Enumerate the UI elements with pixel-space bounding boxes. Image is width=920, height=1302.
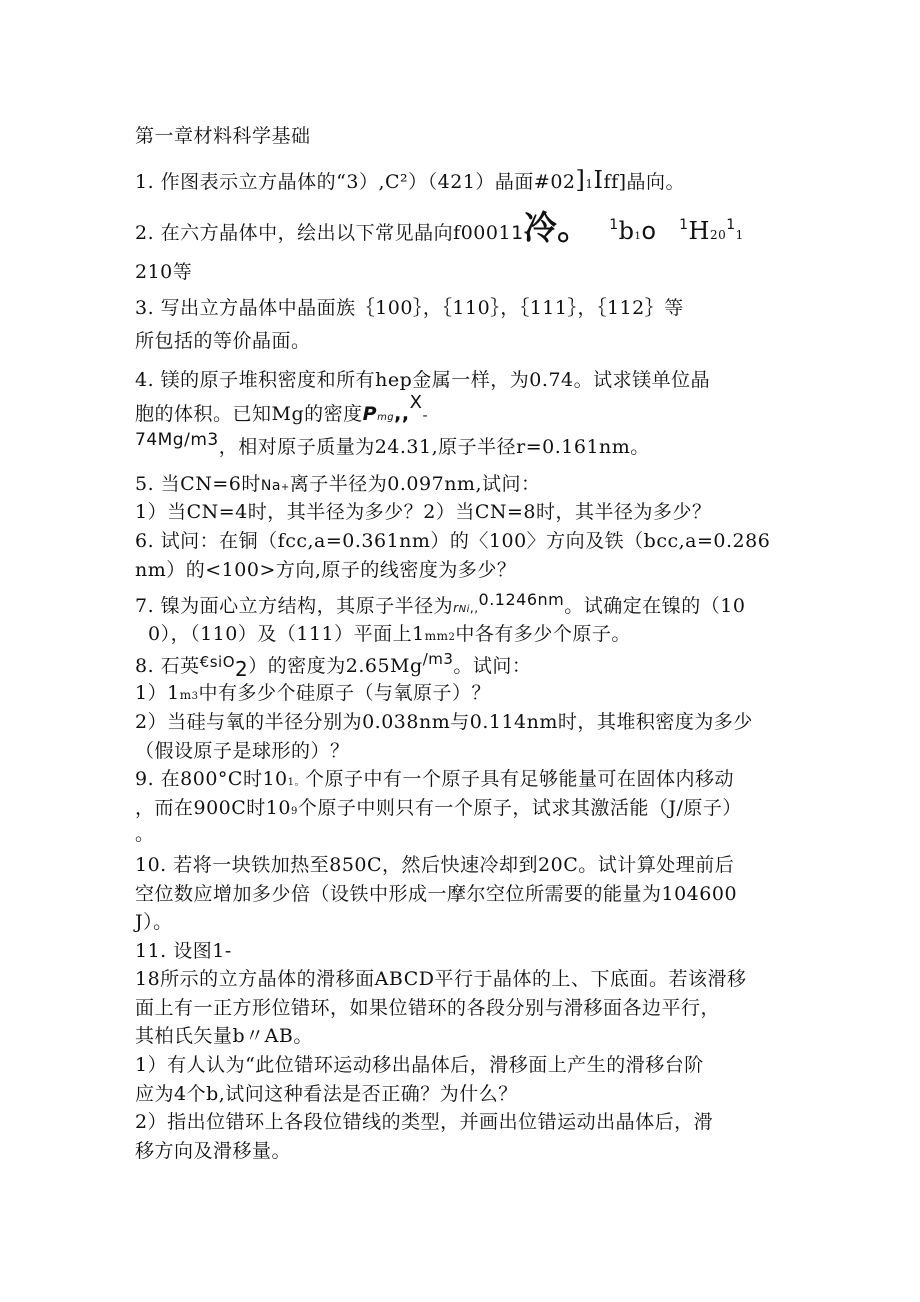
q9-exp: 1 bbox=[287, 777, 295, 788]
q4-rest: ，相对原子质量为24.31,原子半径r=0.161nm。 bbox=[218, 436, 650, 458]
q8-text-2: 1）1 bbox=[135, 682, 180, 704]
q4-x: X bbox=[409, 392, 423, 413]
q1-end: 晶向。 bbox=[626, 171, 686, 193]
q3-line-1: 3. 写出立方晶体中晶面族｛100｝，｛110｝，｛111｝，｛112｝等 bbox=[135, 297, 684, 319]
q1-bracket: ] bbox=[575, 166, 586, 194]
q7-text: 7. 镍为面心立方结构，其原子半径为 bbox=[135, 595, 454, 617]
q1-text: 1. 作图表示立方晶体的“3）,C²）（421）晶面#02 bbox=[135, 171, 576, 193]
q6-line-1: 6. 试问：在铜（fcc,a=0.361nm）的〈100〉方向及铁（bcc,a=0.286 bbox=[135, 530, 771, 552]
q9-dot: 。 bbox=[294, 777, 306, 788]
q5-line-2: 1）当CN=4时，其半径为多少？2）当CN=8时，其半径为多少？ bbox=[135, 501, 712, 523]
q4-line-1: 4. 镁的原子堆积密度和所有hep金属一样，为0.74。试求镁单位晶 bbox=[135, 369, 711, 391]
q11-line-2: 18所示的立方晶体的滑移面ABCD平行于晶体的上、下底面。若该滑移 bbox=[135, 968, 747, 990]
q9-text-2: ，而在900C时10 bbox=[135, 797, 291, 819]
q8-m: m bbox=[179, 688, 192, 702]
q11-line-5: 1）有人认为“此位错环运动移出晶体后，滑移面上产生的滑移台阶 bbox=[135, 1054, 704, 1076]
q2-glyph-leng: 冷 bbox=[523, 208, 558, 247]
q11-line-4: 其柏氏矢量b〃AB。 bbox=[135, 1025, 313, 1047]
q5-na: Na bbox=[260, 478, 281, 494]
q10-line-2: 空位数应增加多少倍（设铁中形成一摩尔空位所需要的能量为104600 bbox=[135, 883, 738, 905]
q8-line-4: （假设原子是球形的）？ bbox=[135, 740, 350, 762]
q8-m-exp: 3 bbox=[191, 691, 199, 702]
q4-line-3 bbox=[135, 430, 650, 462]
q7-rest: 。试确定在镍的（10 bbox=[564, 595, 746, 617]
q6-line-2: nm）的<100>方向,原子的线密度为多少？ bbox=[135, 559, 517, 581]
q8-density: ）的密度为2.65Mg bbox=[248, 655, 423, 677]
q11-line-3: 面上有一正方形位错环，如果位错环的各段分别与滑移面各边平行， bbox=[135, 997, 721, 1019]
q1-sub: 1 bbox=[585, 177, 594, 191]
q7-r: r bbox=[453, 601, 459, 615]
q5-text: 5. 当CN=6时 bbox=[135, 473, 261, 495]
q2-one: 1 bbox=[511, 222, 524, 244]
q9-line-3: 。 bbox=[135, 823, 155, 845]
chapter-heading: 第一章材料科学基础 bbox=[135, 125, 311, 147]
q8-line-3: 2）当硅与氧的半径分别为0.038nm与0.114nm时，其堆积密度为多少 bbox=[135, 711, 753, 733]
q1-glyph: I bbox=[593, 166, 604, 194]
q11-line-7: 2）指出位错环上各段位错线的类型，并画出位错运动出晶体后，滑 bbox=[135, 1111, 714, 1133]
q10-line-1: 10. 若将一块铁加热至850C，然后快速冷却到20C。试计算处理前后 bbox=[135, 854, 735, 876]
q8-line-2 bbox=[135, 679, 491, 711]
q8-text: 8. 石英 bbox=[135, 655, 200, 677]
q2-h-sub: 20 bbox=[709, 228, 727, 242]
q2-text: 2. 在六方晶体中，绘出以下常见晶向f0001 bbox=[135, 222, 512, 244]
q2-b-sub: 1 bbox=[634, 231, 642, 242]
q8-rest: 。试问： bbox=[453, 655, 532, 677]
q7-rest-2: 中各有多少个原子。 bbox=[455, 623, 631, 645]
q11-line-1: 11. 设图1- bbox=[135, 940, 232, 962]
q2-continued: 210等 bbox=[135, 261, 193, 283]
q8-unit: /m3 bbox=[422, 650, 454, 668]
q9-rest: 个原子中有一个原子具有足够能量可在固体内移动 bbox=[305, 768, 735, 790]
q4-text: 胞的体积。已知Mg的密度 bbox=[135, 403, 363, 425]
q7-mm-exp: 2 bbox=[448, 632, 456, 643]
q8-line-1 bbox=[135, 651, 531, 681]
q9-exp-2: 9 bbox=[290, 806, 298, 817]
q9-rest-2: 个原子中则只有一个原子，试求其激活能（J/原子） bbox=[297, 797, 742, 819]
q4-dash: - bbox=[422, 408, 428, 424]
q2-b: b bbox=[618, 217, 635, 245]
q2-glyph-dot: 。 bbox=[557, 208, 591, 247]
q5-plus: + bbox=[280, 482, 290, 493]
q9-line-2 bbox=[135, 794, 742, 826]
q2-sup-c: 1 bbox=[726, 217, 736, 233]
q1-ff: ff] bbox=[603, 171, 627, 193]
q10-line-3: J）。 bbox=[135, 911, 173, 933]
q2-tail: 1 bbox=[735, 228, 744, 242]
q2-sup-a: 1 bbox=[609, 217, 619, 233]
q7-line-2 bbox=[148, 620, 631, 652]
q8-rest-2: 中有多少个硅原子（与氧原子）？ bbox=[198, 682, 491, 704]
q7-mm: mm bbox=[424, 629, 449, 643]
q11-line-8: 移方向及滑移量。 bbox=[135, 1140, 292, 1162]
q4-rho: P bbox=[362, 403, 378, 425]
q1-line bbox=[135, 166, 685, 198]
q7-radius: 0.1246nm bbox=[478, 590, 565, 609]
q4-rho-sub: mg bbox=[377, 412, 395, 423]
q2-line bbox=[135, 208, 744, 251]
q9-line-1 bbox=[135, 765, 734, 797]
q2-h: H bbox=[688, 217, 710, 245]
q5-rest: 离子半径为0.097nm,试问： bbox=[289, 473, 541, 495]
q4-density: 74Mg/m3 bbox=[135, 430, 219, 450]
q4-commas: ,, bbox=[394, 403, 410, 425]
q8-sio: €siO bbox=[199, 653, 236, 671]
q9-text: 9. 在800°C时10 bbox=[135, 768, 288, 790]
q2-sup-b: 1 bbox=[679, 217, 689, 233]
q11-line-6: 应为4个b,试问这种看法是否正确？为什么？ bbox=[135, 1083, 518, 1105]
q7-commas: ,, bbox=[469, 601, 479, 615]
q4-line-2 bbox=[135, 392, 428, 432]
q2-o: o bbox=[641, 217, 657, 245]
q7-r-sub: Ni bbox=[458, 604, 470, 615]
q8-sio-sub: 2 bbox=[235, 657, 249, 681]
q3-line-2: 所包括的等价晶面。 bbox=[135, 330, 311, 352]
q7-text-2: 0），（110）及（111）平面上1 bbox=[148, 623, 425, 645]
